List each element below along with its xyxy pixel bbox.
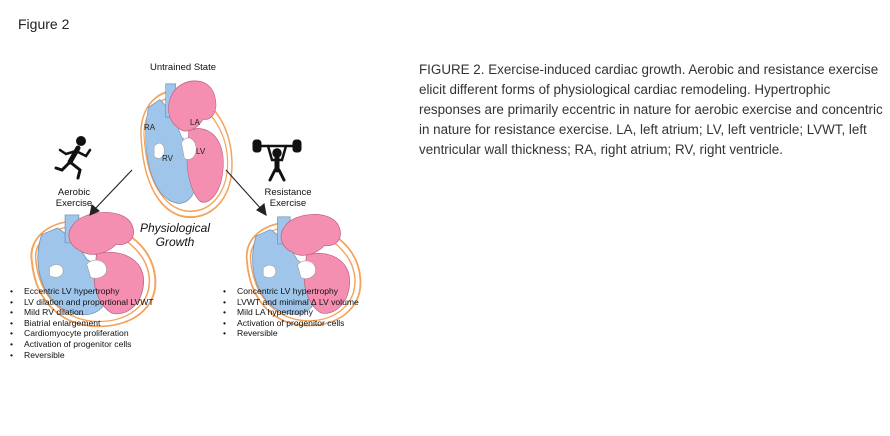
chamber-label-ra: RA: [144, 123, 156, 132]
resistance-label-line2: Exercise: [269, 198, 307, 209]
list-item: • LV dilation and proportional LVWT: [10, 297, 154, 308]
aerobic-label-line1: Aerobic: [57, 187, 91, 198]
list-item: • Cardiomyocyte proliferation: [10, 328, 154, 339]
list-item: • Activation of progenitor cells: [10, 339, 154, 350]
list-item: • Mild RV dilation: [10, 307, 154, 318]
resistance-label-line1: Resistance: [264, 187, 312, 198]
list-item: • Reversible: [10, 350, 154, 361]
weightlifter-icon: [253, 140, 301, 180]
aerobic-label-line2: Exercise: [55, 198, 93, 209]
aerobic-exercise-label: [44, 187, 104, 209]
untrained-state-label: Untrained State: [149, 62, 216, 73]
list-item: • Concentric LV hypertrophy: [223, 286, 359, 297]
growth-label-line2: Growth: [155, 235, 195, 249]
list-item: • Biatrial enlargement: [10, 318, 154, 329]
list-item: • Activation of progenitor cells: [223, 318, 359, 329]
resistance-bullet-list: [223, 286, 359, 339]
figure-caption: FIGURE 2. Exercise-induced cardiac growth. Aerobic and resistance exercise elicit different forms of physiological cardiac remodeling. Hypertrophic responses are primarily eccentric in nature for aerobic exercise and concentric in nature for resistance exercise. LA, left atrium; LV, left ventricle; LVWT, left ventricular wall thickness; RA, right atrium; RV, right ventricle.: [419, 62, 883, 157]
list-item: • Mild LA hypertrophy: [223, 307, 359, 318]
chamber-label-lv: LV: [196, 147, 206, 156]
runner-icon: [56, 137, 90, 179]
chamber-label-la: LA: [190, 118, 200, 127]
figure-label: Figure 2: [18, 16, 70, 32]
aerobic-bullet-list: [10, 286, 154, 360]
physiological-growth-label: [130, 221, 220, 249]
untrained-heart: [141, 81, 232, 217]
figure-illustration: [10, 50, 405, 430]
chamber-label-rv: RV: [162, 154, 173, 163]
list-item: • Eccentric LV hypertrophy: [10, 286, 154, 297]
growth-label-line1: Physiological: [139, 221, 211, 235]
list-item: • Reversible: [223, 328, 359, 339]
list-item: • LVWT and minimal ∆ LV volume: [223, 297, 359, 308]
resistance-exercise-label: [256, 187, 320, 209]
